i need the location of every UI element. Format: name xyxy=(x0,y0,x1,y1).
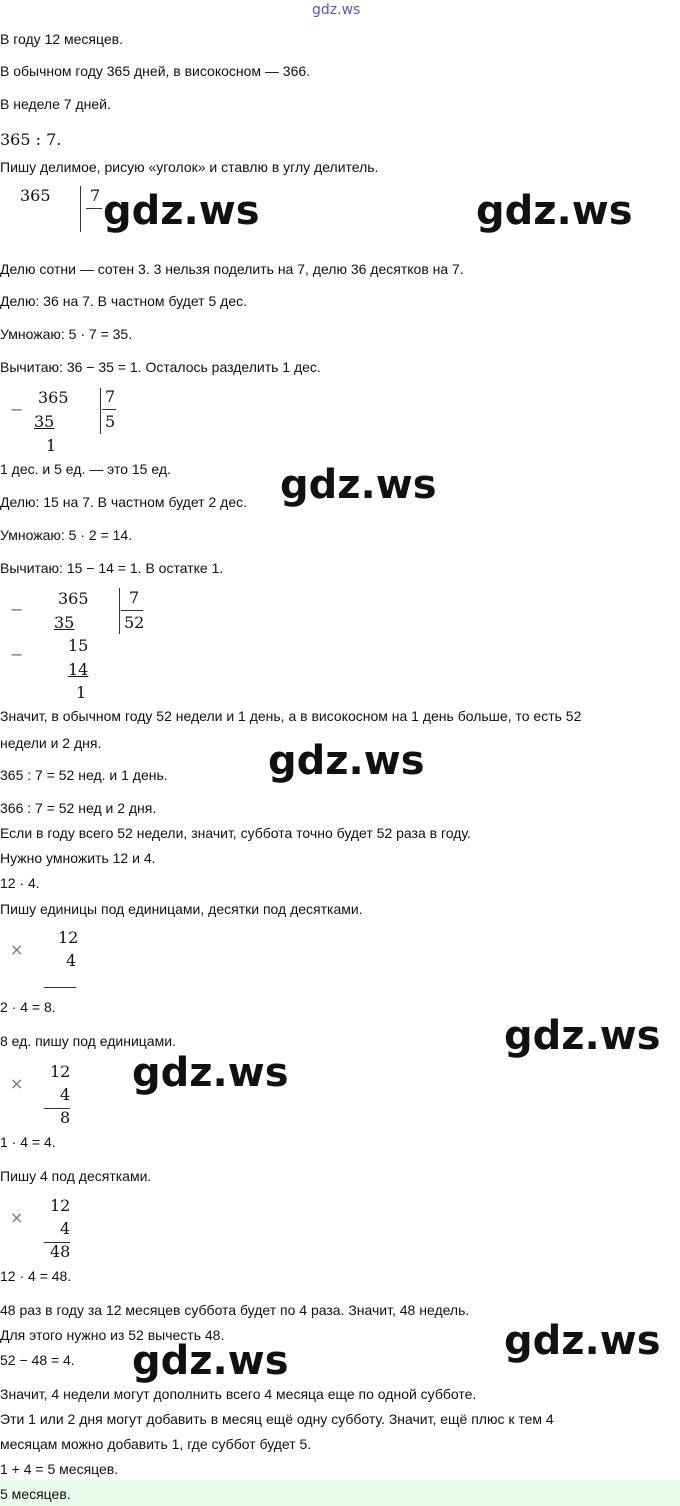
text-line: 48 раз в году за 12 месяцев суббота будет по 4 раза. Значит, 48 недель. xyxy=(0,1302,470,1318)
text-line: 2 · 4 = 8. xyxy=(0,999,56,1015)
dividend: 365 xyxy=(58,589,89,608)
text-line: Умножаю: 5 · 2 = 14. xyxy=(0,527,133,543)
subtrahend: 35 xyxy=(54,613,75,632)
text-line: Пишу делимое, рисую «уголок» и ставлю в углу делитель. xyxy=(0,159,379,175)
quotient: 5 xyxy=(105,412,116,431)
text-line: Эти 1 или 2 дня могут добавить в месяц ещё одну субботу. Значит, ещё плюс к тем 4 xyxy=(0,1411,554,1427)
text-line: Вычитаю: 15 − 14 = 1. В остатке 1. xyxy=(0,560,224,576)
answer-text: 5 месяцев. xyxy=(0,1486,71,1502)
dividend: 365 xyxy=(20,186,51,205)
text-line: 1 + 4 = 5 месяцев. xyxy=(0,1461,119,1477)
factor-b: 4 xyxy=(60,1219,71,1238)
text-line: 52 − 48 = 4. xyxy=(0,1352,75,1368)
divisor: 7 xyxy=(129,588,140,607)
text-line: 1 · 4 = 4. xyxy=(0,1134,56,1150)
text-line: Для этого нужно из 52 вычесть 48. xyxy=(0,1327,225,1343)
text-line: 12 · 4. xyxy=(0,875,40,891)
text-line: Пишу единицы под единицами, десятки под десятками. xyxy=(0,901,363,917)
text-line: Если в году всего 52 недели, значит, суббота точно будет 52 раза в году. xyxy=(0,825,471,841)
text-line: Делю: 15 на 7. В частном будет 2 дес. xyxy=(0,494,247,510)
text-line: 366 : 7 = 52 нед и 2 дня. xyxy=(0,800,157,816)
watermark: gdz.ws xyxy=(504,1013,661,1059)
subtrahend: 14 xyxy=(68,660,89,679)
watermark: gdz.ws xyxy=(132,1050,289,1096)
text-line: Нужно умножить 12 и 4. xyxy=(0,850,156,866)
minus-sign: − xyxy=(10,645,24,664)
text-line: В неделе 7 дней. xyxy=(0,96,111,112)
text-line: 365 : 7. xyxy=(0,130,62,149)
times-sign: × xyxy=(10,1074,24,1093)
factor-a: 12 xyxy=(50,1062,71,1081)
product: 8 xyxy=(60,1108,71,1127)
divisor-line xyxy=(121,610,143,611)
text-line: Умножаю: 5 · 7 = 35. xyxy=(0,326,133,342)
watermark: gdz.ws xyxy=(268,738,425,784)
subtrahend: 35 xyxy=(34,412,55,431)
text-line: В обычном году 365 дней, в високосном — 366. xyxy=(0,63,311,79)
minus-sign: − xyxy=(10,600,24,619)
site-header[interactable]: gdz.ws xyxy=(312,2,361,18)
result-line xyxy=(44,987,76,988)
watermark: gdz.ws xyxy=(103,188,260,234)
text-line: недели и 2 дня. xyxy=(0,735,102,751)
factor-a: 12 xyxy=(58,928,79,947)
product: 48 xyxy=(50,1242,71,1261)
dividend: 365 xyxy=(38,388,69,407)
text-line: 12 · 4 = 48. xyxy=(0,1268,72,1284)
text-line: Пишу 4 под десятками. xyxy=(0,1168,152,1184)
watermark: gdz.ws xyxy=(280,462,437,508)
remainder: 1 xyxy=(76,683,87,702)
text-line: Значит, 4 недели могут дополнить всего 4 месяца еще по одной субботе. xyxy=(0,1386,477,1402)
partial: 15 xyxy=(68,636,89,655)
divisor-line xyxy=(102,409,116,410)
watermark: gdz.ws xyxy=(504,1318,661,1364)
text-line: 1 дес. и 5 ед. — это 15 ед. xyxy=(0,461,171,477)
text-line: Делю: 36 на 7. В частном будет 5 дес. xyxy=(0,293,247,309)
minus-sign: − xyxy=(10,400,24,419)
text-line: Значит, в обычном году 52 недели и 1 день, а в високосном на 1 день больше, то есть 52 xyxy=(0,708,582,724)
text-line: 365 : 7 = 52 нед. и 1 день. xyxy=(0,767,168,783)
text-line: Делю сотни — сотен 3. 3 нельзя поделить на 7, делю 36 десятков на 7. xyxy=(0,261,464,277)
text-line: В году 12 месяцев. xyxy=(0,31,123,47)
quotient: 52 xyxy=(124,613,145,632)
times-sign: × xyxy=(10,1208,24,1227)
factor-a: 12 xyxy=(50,1196,71,1215)
division-bar xyxy=(100,388,101,434)
divisor: 7 xyxy=(105,387,116,406)
factor-b: 4 xyxy=(66,951,77,970)
division-bar xyxy=(119,588,120,634)
factor-b: 4 xyxy=(60,1085,71,1104)
divisor: 7 xyxy=(90,186,101,205)
times-sign: × xyxy=(10,940,24,959)
division-bar xyxy=(80,186,81,232)
watermark: gdz.ws xyxy=(476,188,633,234)
divisor-line xyxy=(86,208,102,209)
text-line: месяцам можно добавить 1, где суббот будет 5. xyxy=(0,1436,312,1452)
text-line: Вычитаю: 36 − 35 = 1. Осталось разделить 1 дес. xyxy=(0,359,321,375)
remainder: 1 xyxy=(46,436,57,455)
text-line: 8 ед. пишу под единицами. xyxy=(0,1033,176,1049)
watermark: gdz.ws xyxy=(132,1338,289,1384)
answer-highlight xyxy=(0,1480,680,1506)
